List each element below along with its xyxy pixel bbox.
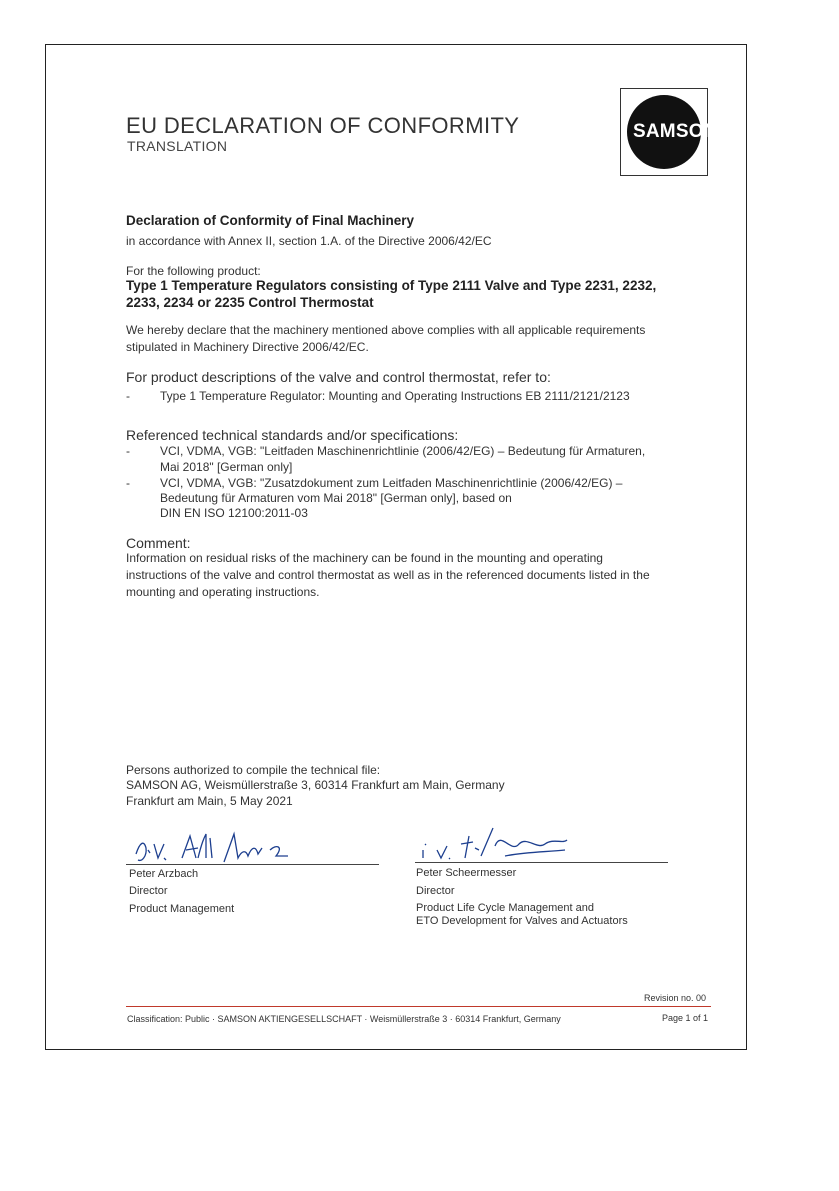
authorized-address: SAMSON AG, Weismüllerstraße 3, 60314 Frankfurt am Main, Germany: [126, 778, 505, 792]
statement-line2: stipulated in Machinery Directive 2006/42/EC.: [126, 340, 369, 354]
descriptions-heading: For product descriptions of the valve and control thermostat, refer to:: [126, 369, 551, 385]
signatory-1-department: Product Management: [129, 903, 235, 915]
signatory-1-name: Peter Arzbach: [129, 868, 199, 880]
standards-heading: Referenced technical standards and/or specifications:: [126, 427, 459, 443]
list-bullet: -: [126, 476, 130, 490]
signatory-2-name: Peter Scheermesser: [416, 867, 517, 879]
declaration-basis: in accordance with Annex II, section 1.A. of the Directive 2006/42/EC: [126, 234, 492, 248]
logo-text: SAMSON: [633, 121, 718, 142]
statement-line1: We hereby declare that the machinery mentioned above complies with all applicable requirements: [126, 323, 646, 337]
footer-divider: [126, 1006, 711, 1007]
signatory-2-department-line2: ETO Development for Valves and Actuators: [416, 915, 628, 927]
signature-arzbach: [126, 828, 296, 868]
comment-heading: Comment:: [126, 535, 191, 551]
standard-item-1-line1: VCI, VDMA, VGB: "Leitfaden Maschinenrichtlinie (2006/42/EG) – Bedeutung für Armaturen,: [160, 444, 646, 458]
signature-line-1: [126, 864, 379, 865]
description-item: Type 1 Temperature Regulator: Mounting and Operating Instructions EB 2111/2121/2123: [160, 389, 630, 403]
document-title: EU DECLARATION OF CONFORMITY: [126, 113, 520, 138]
list-bullet: -: [126, 389, 130, 403]
revision-number: Revision no. 00: [644, 993, 707, 1003]
footer-classification: Classification: Public · SAMSON AKTIENGESELLSCHAFT · Weismüllerstraße 3 · 60314 Frankfurt, Germany: [127, 1014, 561, 1024]
document-subtitle: TRANSLATION: [127, 138, 228, 154]
logo-circle: [627, 95, 718, 169]
product-name-line2: 2233, 2234 or 2235 Control Thermostat: [126, 295, 374, 310]
product-name-line1: Type 1 Temperature Regulators consisting of Type 2111 Valve and Type 2231, 2232,: [126, 278, 657, 293]
signature-line-2: [415, 862, 668, 863]
list-bullet: -: [126, 444, 130, 458]
standard-item-1-line2: Mai 2018" [German only]: [160, 460, 293, 474]
standard-item-2-line3: DIN EN ISO 12100:2011-03: [160, 506, 308, 520]
comment-line3: mounting and operating instructions.: [126, 585, 320, 599]
standard-item-2-line1: VCI, VDMA, VGB: "Zusatzdokument zum Leitfaden Maschinenrichtlinie (2006/42/EG) –: [160, 476, 623, 490]
signatory-2-title: Director: [416, 885, 455, 897]
signature-scheermesser: [415, 822, 575, 866]
comment-line2: instructions of the valve and control thermostat as well as in the referenced documents listed in the: [126, 568, 650, 582]
place-date: Frankfurt am Main, 5 May 2021: [126, 794, 293, 808]
page-number: Page 1 of 1: [662, 1013, 709, 1023]
authorized-heading: Persons authorized to compile the technical file:: [126, 763, 381, 777]
declaration-heading: Declaration of Conformity of Final Machinery: [126, 213, 415, 228]
product-intro: For the following product:: [126, 264, 261, 278]
standard-item-2-line2: Bedeutung für Armaturen vom Mai 2018" [German only], based on: [160, 491, 512, 505]
signatory-1-title: Director: [129, 885, 168, 897]
comment-line1: Information on residual risks of the machinery can be found in the mounting and operating: [126, 551, 603, 565]
samson-logo: [620, 88, 718, 176]
signatory-2-department-line1: Product Life Cycle Management and: [416, 902, 594, 914]
